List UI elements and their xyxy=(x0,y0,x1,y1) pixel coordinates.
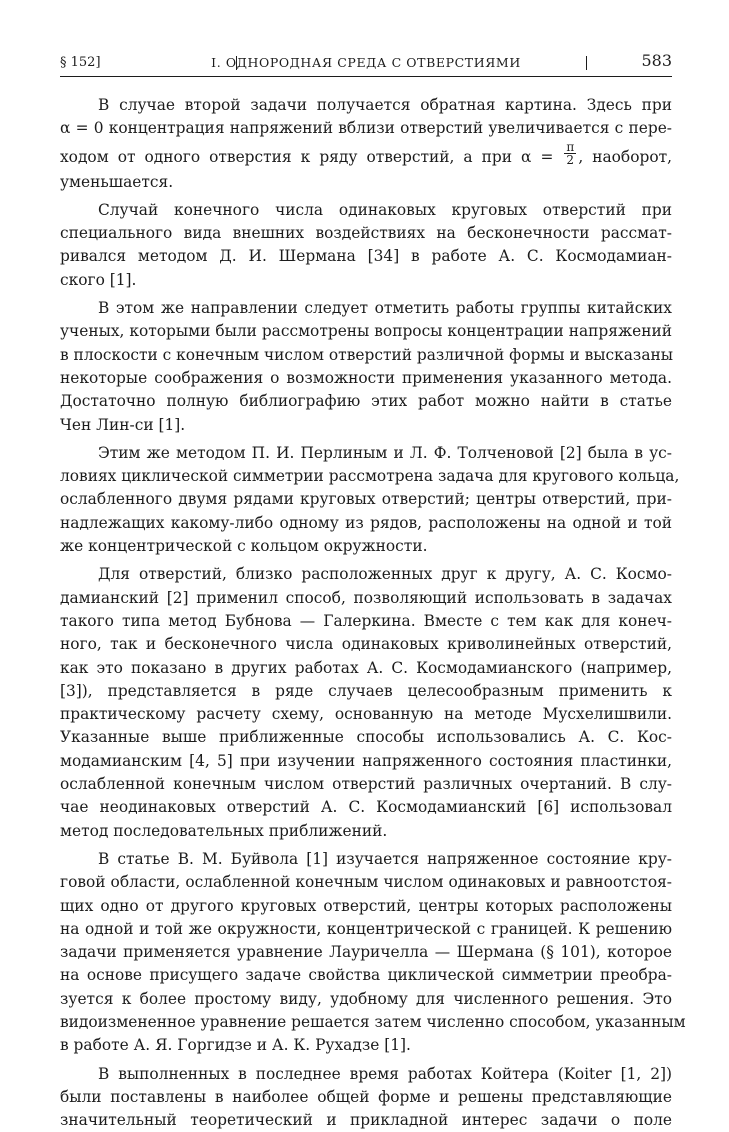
text-line: чае неодинаковых отверстий А. С. Космодамианский [6] использовал xyxy=(60,798,672,817)
running-header xyxy=(60,50,672,76)
text-line: ривался методом Д. И. Шермана [34] в работе А. С. Космодамиан- xyxy=(60,247,672,266)
text-line: ловиях циклической симметрии рассмотрена задача для кругового кольца, xyxy=(60,467,680,486)
text-line: В этом же направлении следует отметить работы группы китайских xyxy=(98,299,672,318)
text-line: значительный теоретический и прикладной интерес задачи о поле xyxy=(60,1111,672,1130)
text-line: ученых, которыми были рассмотрены вопросы концентрации напряжений xyxy=(60,322,672,341)
paragraph-2 xyxy=(60,199,672,292)
text-line: же концентрической с кольцом окружности. xyxy=(60,537,428,556)
text-line: ского [1]. xyxy=(60,270,137,289)
text-line: видоизмененное уравнение решается затем численно способом, указанным xyxy=(60,1012,686,1031)
paragraph-3 xyxy=(60,297,672,437)
section-reference: § 152] xyxy=(60,55,101,70)
paragraph-1 xyxy=(60,94,672,194)
text-line: Для отверстий, близко расположенных друг к другу, А. С. Космо- xyxy=(98,565,672,584)
text-line: на одной и той же окружности, концентрической с границей. К решению xyxy=(60,919,672,938)
text-line: в плоскости с конечным числом отверстий различной формы и высказаны xyxy=(60,345,674,364)
text-line: Указанные выше приближенные способы использовались А. С. Кос- xyxy=(60,728,672,747)
page-number: 583 xyxy=(641,51,672,70)
text-line: модамианским [4, 5] при изучении напряженного состояния пластинки, xyxy=(60,751,672,770)
text-line: щих одно от другого круговых отверстий, центры которых расположены xyxy=(60,896,672,915)
text-line: ослабленной конечным числом отверстий различных очертаний. В слу- xyxy=(60,775,672,794)
text-line: говой области, ослабленной конечным числом одинаковых и равноотстоя- xyxy=(60,873,672,892)
text-line: В выполненных в последнее время работах Койтера (Koiter [1, 2]) xyxy=(98,1064,672,1083)
text-line: как это показано в других работах А. С. Космодамианского (например, xyxy=(60,658,672,677)
text-line: практическому расчету схему, основанную на методе Мусхелишвили. xyxy=(60,705,672,724)
header-rule xyxy=(60,76,672,77)
fraction-pi-over-2 xyxy=(564,141,576,166)
header-divider-right xyxy=(586,56,587,70)
text-line: были поставлены в наиболее общей форме и решены представляющие xyxy=(60,1087,672,1106)
text-line: задачи применяется уравнение Лауричелла — Шермана (§ 101), которое xyxy=(60,943,672,962)
text-line: на основе присущего задаче свойства циклической симметрии преобра- xyxy=(60,966,672,985)
text-line: метод последовательных приближений. xyxy=(60,821,388,840)
text-line: В статье В. М. Буйвола [1] изучается напряженное состояние кру- xyxy=(98,849,672,868)
text-line: [3]), представляется в ряде случаев целесообразным применить к xyxy=(60,681,672,700)
text-line: надлежащих какому-либо одному из рядов, расположены на одной и той xyxy=(60,513,672,532)
text-line-with-fraction xyxy=(60,141,672,171)
text-fragment: ходом от одного отверстия к ряду отверстий, а при α = xyxy=(60,147,554,166)
fraction-denominator: 2 xyxy=(566,153,575,168)
paragraph-5 xyxy=(60,563,672,843)
paragraph-6 xyxy=(60,848,686,1058)
text-line: Этим же методом П. И. Перлиным и Л. Ф. Толченовой [2] была в ус- xyxy=(98,443,672,462)
text-line: зуется к более простому виду, удобному для численного решения. Это xyxy=(60,989,672,1008)
text-line: Достаточно полную библиографию этих работ можно найти в статье xyxy=(60,392,672,411)
text-line: специального вида внешних воздействиях на бесконечности рассмат- xyxy=(60,224,672,243)
text-line: дамианский [2] применил способ, позволяющий использовать в задачах xyxy=(60,588,672,607)
text-line: такого типа метод Бубнова — Галеркина. Вместе с тем как для конеч- xyxy=(60,611,672,630)
text-line: α = 0 концентрация напряжений вблизи отверстий увеличивается с пере- xyxy=(60,119,672,138)
text-fragment: , наоборот, xyxy=(578,147,672,166)
paragraph-4 xyxy=(60,442,680,558)
text-line: ослабленного двумя рядами круговых отверстий; центры отверстий, при- xyxy=(60,490,672,509)
page-body xyxy=(60,94,686,1132)
text-line: Чен Лин-си [1]. xyxy=(60,415,186,434)
text-line: уменьшается. xyxy=(60,172,174,191)
text-line: некоторые соображения о возможности применения указанного метода. xyxy=(60,368,672,387)
text-line: В случае второй задачи получается обратная картина. Здесь при xyxy=(98,96,672,114)
text-line: ного, так и бесконечного числа одинаковых криволинейных отверстий, xyxy=(60,635,672,654)
fraction-numerator: π xyxy=(566,140,575,155)
chapter-title: I. ОДНОРОДНАЯ СРЕДА С ОТВЕРСТИЯМИ xyxy=(211,55,521,70)
paragraph-7 xyxy=(60,1063,672,1132)
text-line: Случай конечного числа одинаковых круговых отверстий при xyxy=(98,200,672,219)
text-line: в работе А. Я. Горгидзе и А. К. Рухадзе [1]. xyxy=(60,1036,411,1055)
